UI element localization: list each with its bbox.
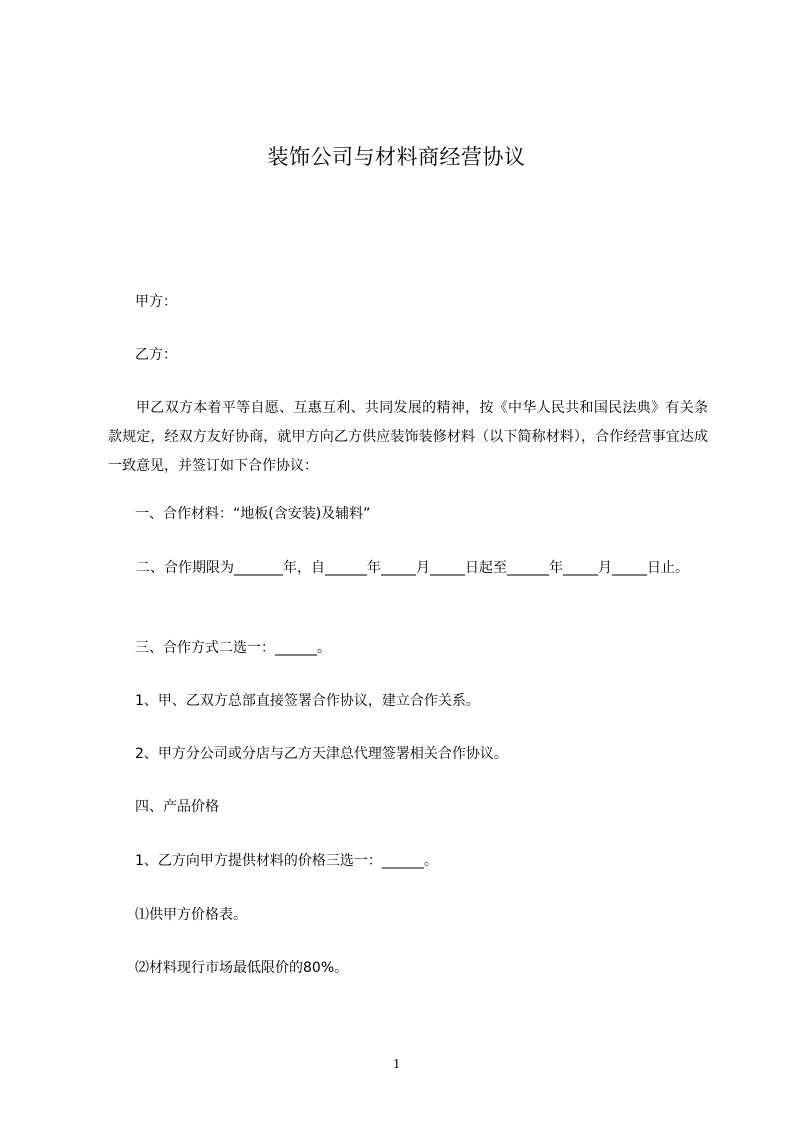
page-number: 1 [393, 1057, 400, 1072]
section-4-item-1: 1、乙方向甲方提供材料的价格三选一：______。 [135, 853, 438, 869]
party-a-line: 甲方： [135, 294, 177, 310]
section-4-option-2: ⑵材料现行市场最低限价的80%。 [135, 960, 349, 976]
intro-paragraph: 甲乙双方本着平等自愿、互惠互利、共同发展的精神，按《中华人民共和国民法典》有关条款规定，经双方友好协商，就甲方向乙方供应装饰装修材料（以下简称材料），合作经营事宜达成一致意见，并签订如下合作协议： [108, 400, 708, 474]
section-3-item-2: 2、甲方分公司或分店与乙方天津总代理签署相关合作协议。 [135, 746, 508, 762]
party-b-line: 乙方： [135, 347, 177, 363]
document-title: 装饰公司与材料商经营协议 [267, 145, 526, 169]
section-2-term: 二、合作期限为_______年，自______年_____月_____日起至______年_____月_____日止。 [136, 560, 689, 576]
section-3-cooperation-mode: 三、合作方式二选一：______。 [135, 640, 331, 656]
section-4-option-1: ⑴供甲方价格表。 [135, 907, 247, 923]
section-4-heading: 四、产品价格 [135, 799, 219, 815]
section-1-materials: 一、合作材料：“地板(含安装)及辅料” [135, 506, 371, 522]
section-3-item-1: 1、甲、乙双方总部直接签署合作协议，建立合作关系。 [135, 693, 480, 709]
